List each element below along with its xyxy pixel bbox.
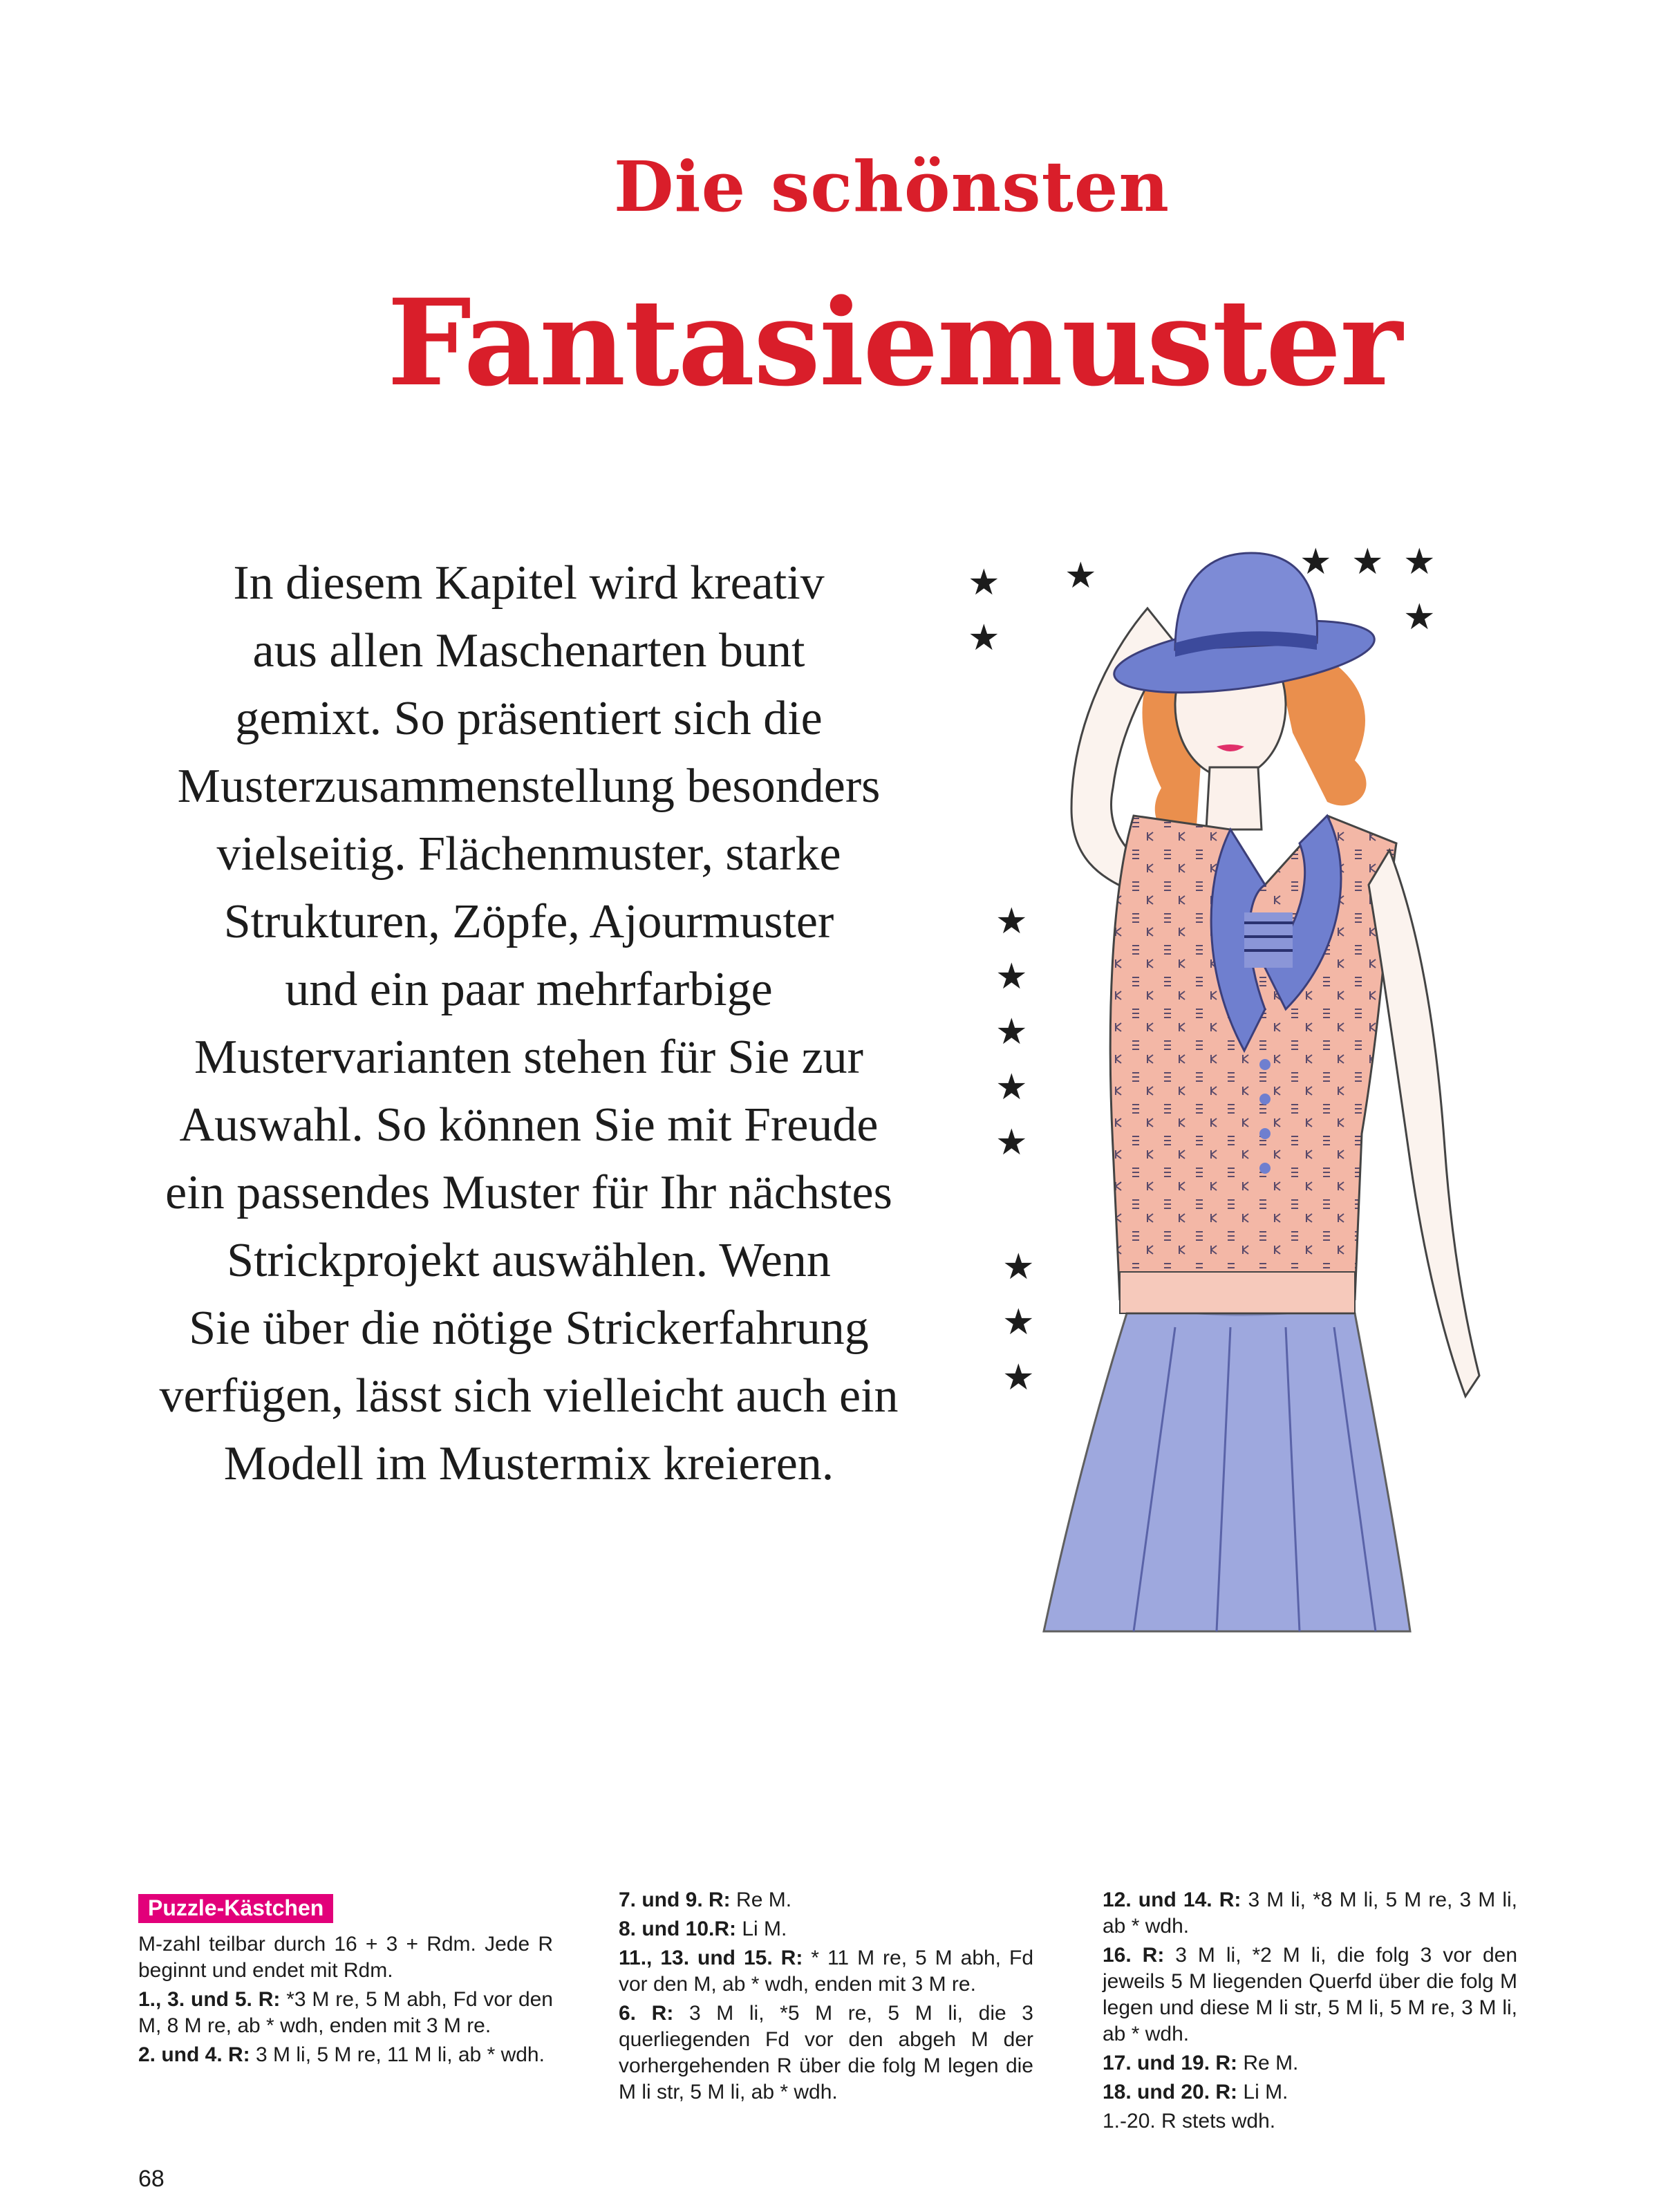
pattern-instruction: 1.-20. R stets wdh. xyxy=(1103,2110,1276,2133)
striped-top xyxy=(1244,912,1293,968)
pattern-instruction: 6. R: 3 M li, *5 M re, 5 M li, die 3 querliegenden Fd vor den abgeh M der vorhergehenden R über die folg M legen die M li str, 5 M li, ab * wdh. xyxy=(619,2002,1033,2103)
fashion-illustration xyxy=(968,525,1521,1659)
star-icon: ★ xyxy=(995,956,1028,997)
intro-line: Musterzusammenstellung besonders xyxy=(177,760,881,813)
star-icon: ★ xyxy=(1002,1246,1035,1288)
intro-line: ein passendes Muster für Ihr nächstes xyxy=(165,1166,892,1219)
star-icon: ★ xyxy=(1002,1357,1035,1398)
pattern-instruction: M-zahl teilbar durch 16 + 3 + Rdm. Jede R beginnt und endet mit Rdm. xyxy=(138,1933,553,1982)
intro-line: Mustervarianten stehen für Sie zur xyxy=(194,1031,863,1084)
intro-line: und ein paar mehrfarbige xyxy=(285,963,773,1016)
right-arm xyxy=(1369,850,1479,1396)
chapter-subtitle: Die schönsten xyxy=(613,146,1170,227)
pattern-instruction: 8. und 10.R: Li M. xyxy=(619,1918,787,1940)
pattern-instruction: 7. und 9. R: Re M. xyxy=(619,1888,792,1911)
intro-line: In diesem Kapitel wird kreativ xyxy=(233,556,825,610)
pattern-badge: Puzzle-Kästchen xyxy=(138,1894,333,1923)
intro-line: Strickprojekt auswählen. Wenn xyxy=(227,1234,831,1287)
star-icon: ★ xyxy=(995,1011,1028,1053)
pattern-instruction: 11., 13. und 15. R: * 11 M re, 5 M abh, Fd vor den M, ab * wdh, enden mit 3 M re. xyxy=(619,1947,1034,1996)
pattern-instruction: 12. und 14. R: 3 M li, *8 M li, 5 M re, 3 M li, ab * wdh. xyxy=(1103,1888,1517,1938)
intro-line: Auswahl. So können Sie mit Freude xyxy=(179,1098,879,1152)
star-icon: ★ xyxy=(1300,541,1332,583)
star-icon: ★ xyxy=(1403,597,1436,638)
page-number: 68 xyxy=(138,2166,165,2192)
star-icon: ★ xyxy=(1065,555,1097,597)
star-icon: ★ xyxy=(1403,541,1436,583)
intro-line: verfügen, lässt sich vielleicht auch ein xyxy=(159,1369,899,1423)
vest-hem xyxy=(1120,1272,1355,1313)
star-icon: ★ xyxy=(995,1122,1028,1163)
intro-text xyxy=(131,550,926,1498)
star-icon: ★ xyxy=(1351,541,1384,583)
star-icon: ★ xyxy=(995,1067,1028,1108)
pattern-instruction: 16. R: 3 M li, *2 M li, die folg 3 vor den jeweils 5 M liegenden Querfd über die folg M legen und diese M li str, 5 M li, 5 M re, 3 M li, ab * wdh. xyxy=(1103,1944,1518,2045)
intro-line: aus allen Maschenarten bunt xyxy=(252,624,805,677)
pattern-instruction: 18. und 20. R: Li M. xyxy=(1103,2081,1288,2103)
star-icon: ★ xyxy=(995,901,1028,942)
pattern-instruction: 17. und 19. R: Re M. xyxy=(1103,2052,1299,2074)
pattern-instruction: 2. und 4. R: 3 M li, 5 M re, 11 M li, ab * wdh. xyxy=(138,2043,545,2066)
pattern-instruction: 1., 3. und 5. R: *3 M re, 5 M abh, Fd vor den M, 8 M re, ab * wdh, enden mit 3 M re. xyxy=(138,1988,553,2037)
pattern-column-3 xyxy=(1103,1887,1517,2137)
star-icon: ★ xyxy=(968,562,1000,603)
star-icon: ★ xyxy=(968,617,1000,659)
pattern-column-1 xyxy=(138,1894,553,2071)
neck xyxy=(1206,767,1262,830)
intro-line: gemixt. So präsentiert sich die xyxy=(235,692,823,745)
intro-line: vielseitig. Flächenmuster, starke xyxy=(216,827,841,881)
pattern-column-2 xyxy=(619,1887,1033,2108)
intro-line: Sie über die nötige Strickerfahrung xyxy=(189,1302,869,1355)
star-icon: ★ xyxy=(1002,1302,1035,1343)
intro-line: Strukturen, Zöpfe, Ajourmuster xyxy=(223,895,834,948)
intro-line: Modell im Mustermix kreieren. xyxy=(223,1437,834,1490)
skirt xyxy=(1044,1313,1410,1631)
chapter-title: Fantasiemuster xyxy=(387,272,1402,413)
